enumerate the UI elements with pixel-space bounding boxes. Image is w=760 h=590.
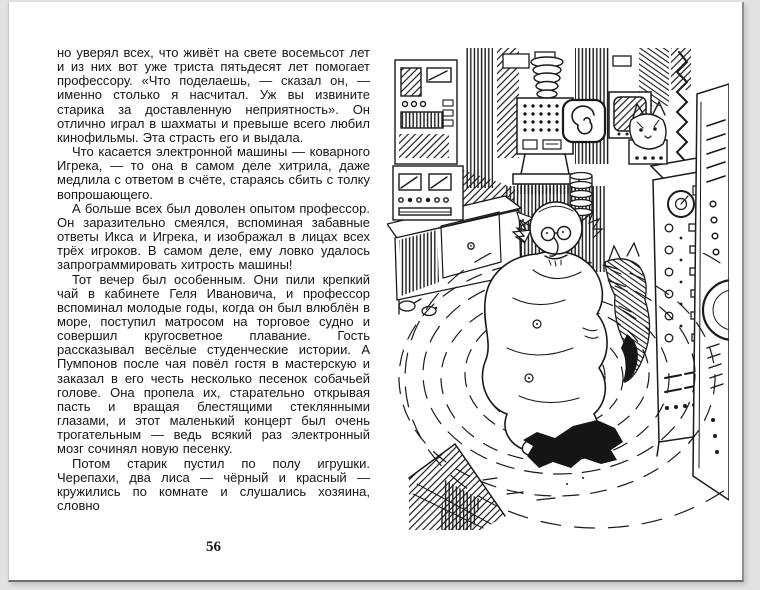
- bench-corner-shadow: [409, 444, 505, 530]
- meter-instrument-box: [393, 166, 463, 220]
- fox-toy: [605, 243, 650, 382]
- page-number: 56: [206, 539, 221, 555]
- illustration-professor-workshop-drawing: [387, 48, 729, 530]
- body-text-paragraph: А больше всех был доволен опытом профессор. Он заразительно смеялся, вспоминая забавные ответы Икса и Игрека, и изображал в лицах всех трёх игроков. В самом деле, ему ловко удалось запрограммировать хитрость машины!: [57, 200, 370, 273]
- left-equipment-rack: [395, 60, 457, 164]
- body-text-paragraph: но уверял всех, что живёт на свете восемьсот лет и из них вот уже триста пятьдесят лет помогает профессору. «Что поделаешь, — сказал он, — именно столько я насчитал. Уж вы извините старика за доставленную неприятность». Он отлично играл в шахматы и превыше всего любил кинофильмы. Эта страсть его и выдала.: [57, 45, 370, 145]
- coat: [482, 251, 607, 450]
- coil-stack: [531, 57, 563, 98]
- body-text-paragraph: Потом старик пустил по полу игрушки. Черепахи, два лиса — чёрный и красный — кружились по комнате и слушались хозяина, словно: [57, 455, 370, 513]
- head: [530, 202, 582, 254]
- far-right-panel: [693, 84, 729, 500]
- body-text-paragraph: Что касается электронной машины — коварного Игрека, — то она в самом деле хитрила, даже медлила с ответом в счёте, стараясь сбить с толку вопрошающего.: [57, 144, 370, 202]
- book-page: [8, 2, 744, 582]
- text-column: [57, 46, 370, 513]
- body-text-paragraph: Тот вечер был особенным. Они пили крепкий чай в кабинете Геля Ивановича, и профессор вспоминал молодые годы, когда он был влюблён в море, поступил матросом на торговое судно и совершил кругосветное плавание. Гость рассказывал весёлые студенческие истории. А Пумпонов после чая повёл гостя в мастерскую и заказал в его честь несколько песенок собачьей голове. Она пропела их, старательно открывая пасть и вращая блестящими стеклянными глазами, и этот маленький концерт был очень трогательным — ведь всякий раз электронный мозг сочинял новую песенку.: [57, 271, 370, 457]
- spiral-display: [563, 100, 605, 142]
- ink-drawing: [387, 48, 729, 530]
